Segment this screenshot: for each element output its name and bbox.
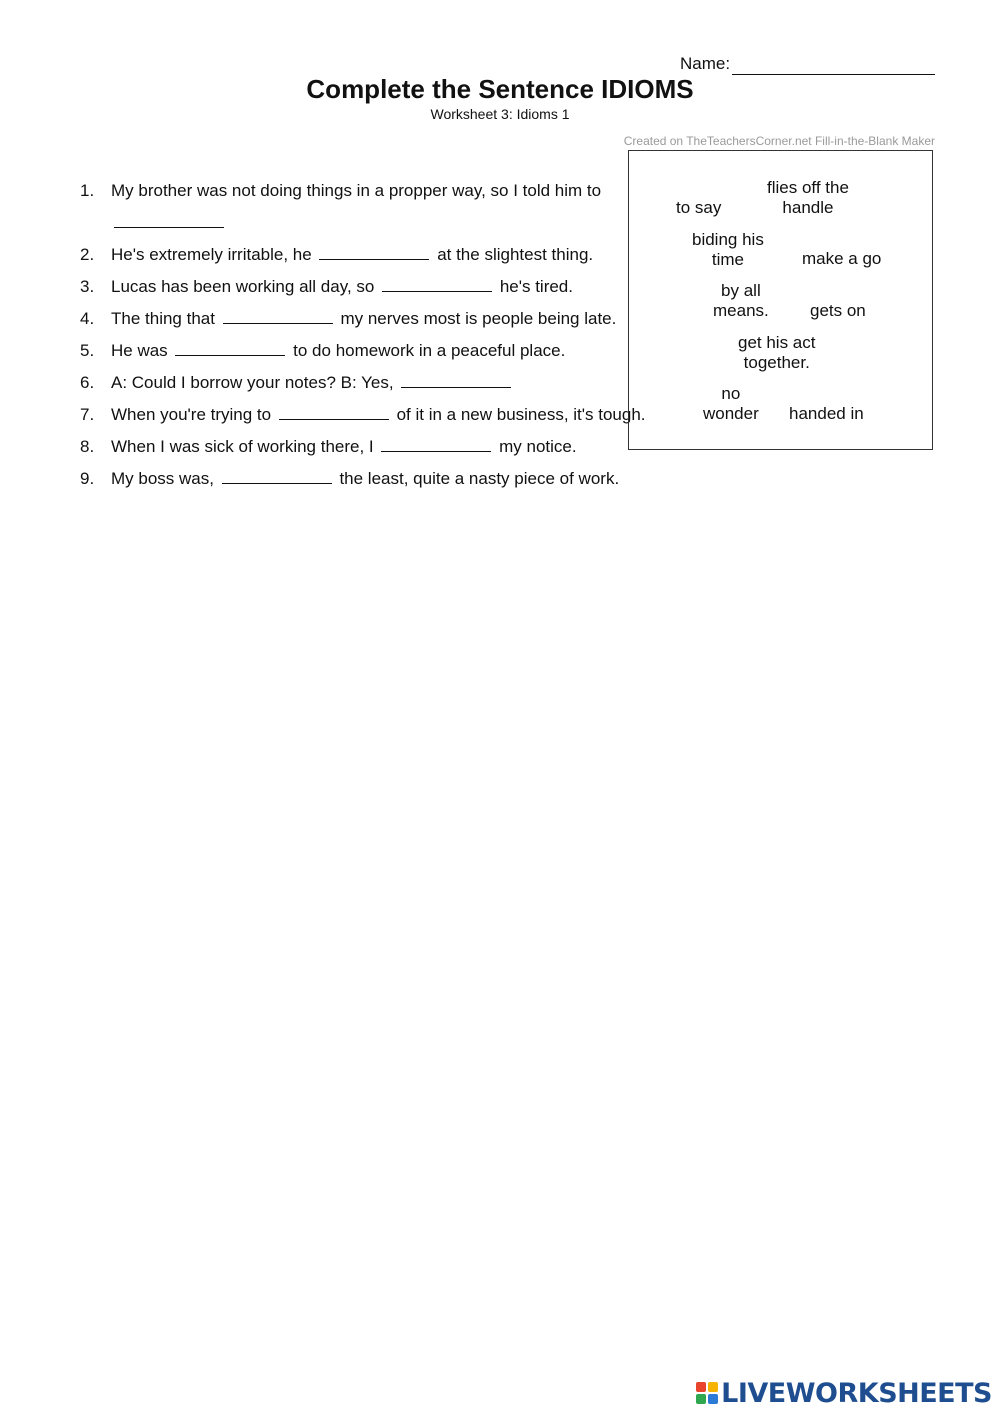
question-text: [111, 271, 700, 303]
question-text: [111, 303, 700, 335]
question-item: [80, 303, 700, 335]
word-bank-item[interactable]: [802, 249, 881, 269]
question-after: he's tired.: [499, 277, 573, 296]
question-before: My boss was,: [111, 469, 214, 488]
question-before: He was: [111, 341, 168, 360]
word-line: get his act: [738, 333, 816, 352]
word-line: biding his: [692, 230, 764, 249]
question-before: He's extremely irritable, he: [111, 245, 312, 264]
question-item: [80, 399, 700, 431]
question-after: at the slightest thing.: [437, 245, 594, 264]
answer-blank[interactable]: [401, 369, 511, 388]
question-item: [80, 335, 700, 367]
logo-tile: [696, 1394, 706, 1404]
word-line: flies off the: [767, 178, 849, 197]
question-after: to do homework in a peaceful place.: [293, 341, 566, 360]
question-number: 3.: [80, 277, 95, 296]
word-line: wonder: [703, 404, 759, 423]
question-after: the least, quite a nasty piece of work.: [339, 469, 620, 488]
name-field: [680, 53, 935, 75]
question-number: 7.: [80, 405, 95, 424]
word-bank-item[interactable]: [810, 301, 866, 321]
question-after: of it in a new business, it's tough.: [396, 405, 646, 424]
word-line: to say: [676, 198, 722, 217]
question-number: 6.: [80, 373, 95, 392]
page-subtitle: Worksheet 3: Idioms 1: [430, 106, 570, 122]
answer-blank[interactable]: [175, 337, 285, 356]
word-line: handed in: [789, 404, 864, 423]
answer-blank[interactable]: [382, 273, 492, 292]
question-number: 4.: [80, 309, 95, 328]
word-bank-item[interactable]: [703, 384, 759, 424]
word-line: time: [711, 250, 744, 269]
name-label: Name:: [680, 54, 731, 73]
logo-tile: [696, 1382, 706, 1392]
credit-text: Created on TheTeachersCorner.net Fill-in-the-Blank Maker: [623, 134, 935, 148]
question-number: 5.: [80, 341, 95, 360]
question-before: My brother was not doing things in a propper way, so I told him to: [111, 181, 602, 200]
question-after: my nerves most is people being late.: [340, 309, 617, 328]
word-line: gets on: [810, 301, 866, 320]
logo-tile: [708, 1394, 718, 1404]
answer-blank[interactable]: [114, 209, 224, 228]
answer-blank[interactable]: [223, 305, 333, 324]
question-number: 1.: [80, 181, 95, 200]
question-text: [111, 239, 700, 271]
brand-name: LIVEWORKSHEETS: [721, 1377, 992, 1409]
page-title: Complete the Sentence IDIOMS: [306, 74, 694, 104]
liveworksheets-logo[interactable]: [696, 1375, 992, 1411]
question-text: [111, 431, 700, 463]
question-before: When I was sick of working there, I: [111, 437, 374, 456]
word-line: make a go: [802, 249, 882, 268]
question-list: [80, 175, 700, 495]
word-line: handle: [782, 198, 834, 217]
question-text: [111, 463, 700, 495]
question-before: When you're trying to: [111, 405, 272, 424]
question-item: [80, 271, 700, 303]
word-bank-item[interactable]: [767, 178, 849, 218]
word-bank-item[interactable]: [789, 404, 864, 424]
word-line: means.: [713, 301, 769, 320]
word-bank-item[interactable]: [676, 198, 721, 218]
question-after: my notice.: [499, 437, 577, 456]
word-bank: [628, 150, 933, 450]
question-text: [111, 399, 700, 431]
word-line: by all: [721, 281, 761, 300]
word-bank-item[interactable]: [713, 281, 769, 321]
question-before: Lucas has been working all day, so: [111, 277, 375, 296]
liveworksheets-grid-icon: [696, 1382, 718, 1404]
question-text: [111, 175, 700, 239]
question-before: A: Could I borrow your notes? B: Yes,: [111, 373, 394, 392]
question-item: [80, 367, 700, 399]
question-number: 2.: [80, 245, 95, 264]
word-line: no: [721, 384, 741, 403]
question-text: [111, 335, 700, 367]
question-item: [80, 463, 700, 495]
question-item: [80, 175, 700, 239]
question-number: 8.: [80, 437, 95, 456]
question-before: The thing that: [111, 309, 215, 328]
word-bank-item[interactable]: [692, 230, 764, 270]
word-bank-item[interactable]: [738, 333, 816, 373]
answer-blank[interactable]: [319, 241, 429, 260]
answer-blank[interactable]: [381, 433, 491, 452]
answer-blank[interactable]: [222, 465, 332, 484]
logo-tile: [708, 1382, 718, 1392]
answer-blank[interactable]: [279, 401, 389, 420]
question-item: [80, 239, 700, 271]
question-number: 9.: [80, 469, 95, 488]
question-item: [80, 431, 700, 463]
question-text: [111, 367, 700, 399]
word-line: together.: [743, 353, 810, 372]
